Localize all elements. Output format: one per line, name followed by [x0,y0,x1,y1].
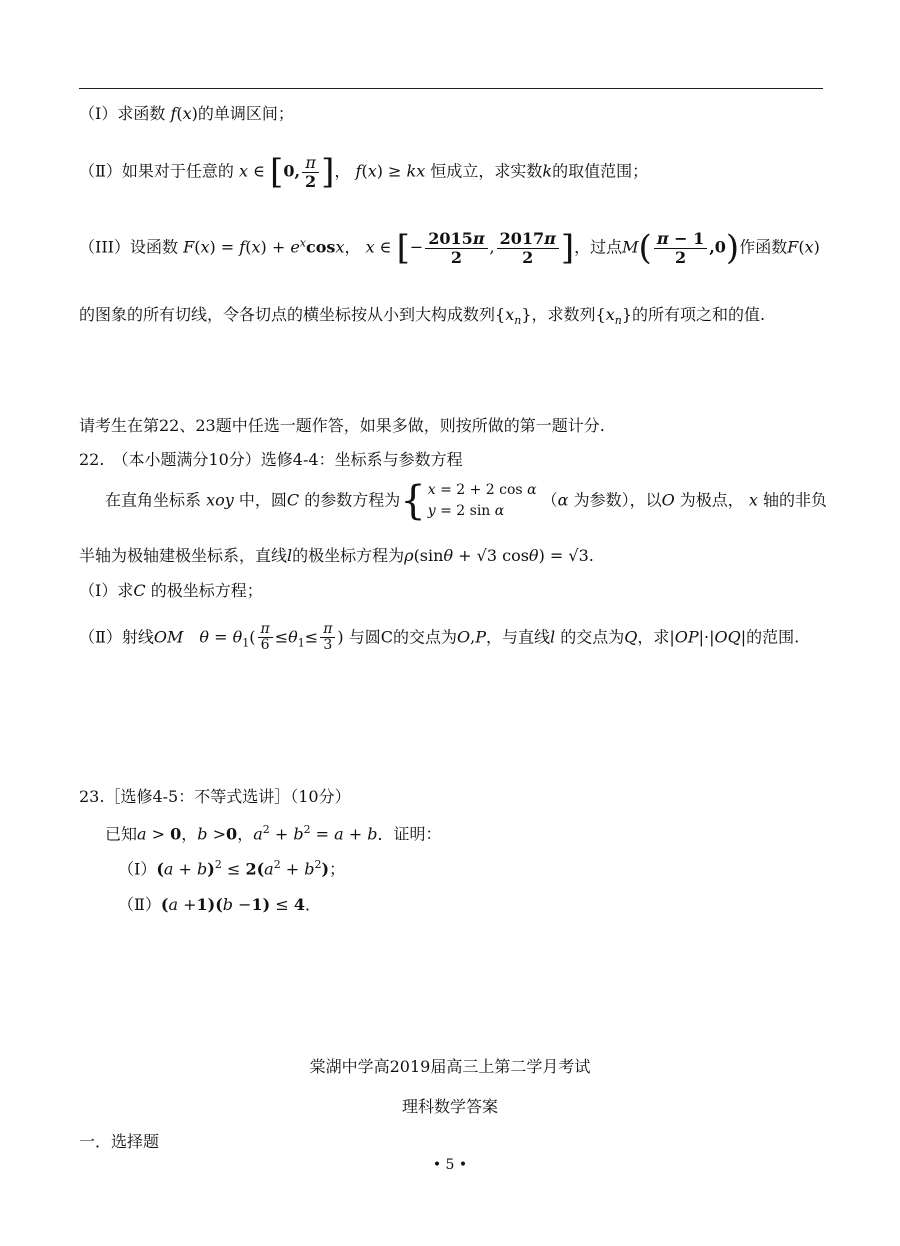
q21-part1: （Ⅰ）求函数 f(x)的单调区间； [79,104,294,123]
q22-intro: 在直角坐标系 xoy 中，圆C 的参数方程为 { x = 2 + 2 cos α y = 2 sin α （α 为参数），以O 为极点， x 轴的非负 [105,478,828,524]
answer-subtitle: 理科数学答案 [401,1097,498,1116]
q22-heading: 22. （本小题满分10分）选修4-4：坐标系与参数方程 [79,450,463,469]
q22-part1: （Ⅰ）求C 的极坐标方程； [79,581,263,600]
q22-line2: 半轴为极轴建极坐标系，直线l的极坐标方程为ρ(sinθ + √3 cosθ) = √3. [79,546,594,565]
q21-part3: （III）设函数 $F(x) = f(x) + e^x\cos x$， x ∈ [− $\frac{2015\pi}{2}$ , $\frac{2017\pi}{2}$ ]，过点M( $\frac{\pi - 1}{2}$ ,0)作函数F(x) [79,228,820,269]
header-rule [79,88,823,89]
q23-intro: 已知a > 0，b >0，$a^2 + b^2 = a + b$．证明： [105,823,442,844]
answer-title: 棠湖中学高2019届高三上第二学月考试 [309,1057,591,1076]
choose-note: 请考生在第22、23题中任选一题作答，如果多做，则按所做的第一题计分. [79,416,605,435]
q23-heading: 23.［选修4-5：不等式选讲］（10分） [79,787,351,806]
q21-part2: （Ⅱ）如果对于任意的 x ∈ [0, $\frac{\pi}{2}$ ]， f(x) ≥ kx 恒成立，求实数k的取值范围； [79,152,649,193]
page-number: • 5 • [432,1157,468,1173]
q22-part2: （Ⅱ）射线OM $\theta = \theta_1$( $\frac{\pi}{6}$ $\le\theta_1\le$ $\frac{\pi}{3}$ ) 与圆C的交点为O,P，与直线l 的交点为Q，求|OP|·|OQ|的范围. [79,621,800,654]
q23-part1: （Ⅰ）(a + $b)^2 \le 2(a^2 + b^2)$； [118,858,346,879]
section-heading: 一．选择题 [79,1132,160,1151]
q23-part2: （Ⅱ）(a +1)(b −1) ≤ 4． [118,895,321,914]
q21-part3-line2: 的图象的所有切线，令各切点的横坐标按从小到大构成数列$\{x_n\}$，求数列$\{x_n\}$的所有项之和的值. [79,305,766,328]
